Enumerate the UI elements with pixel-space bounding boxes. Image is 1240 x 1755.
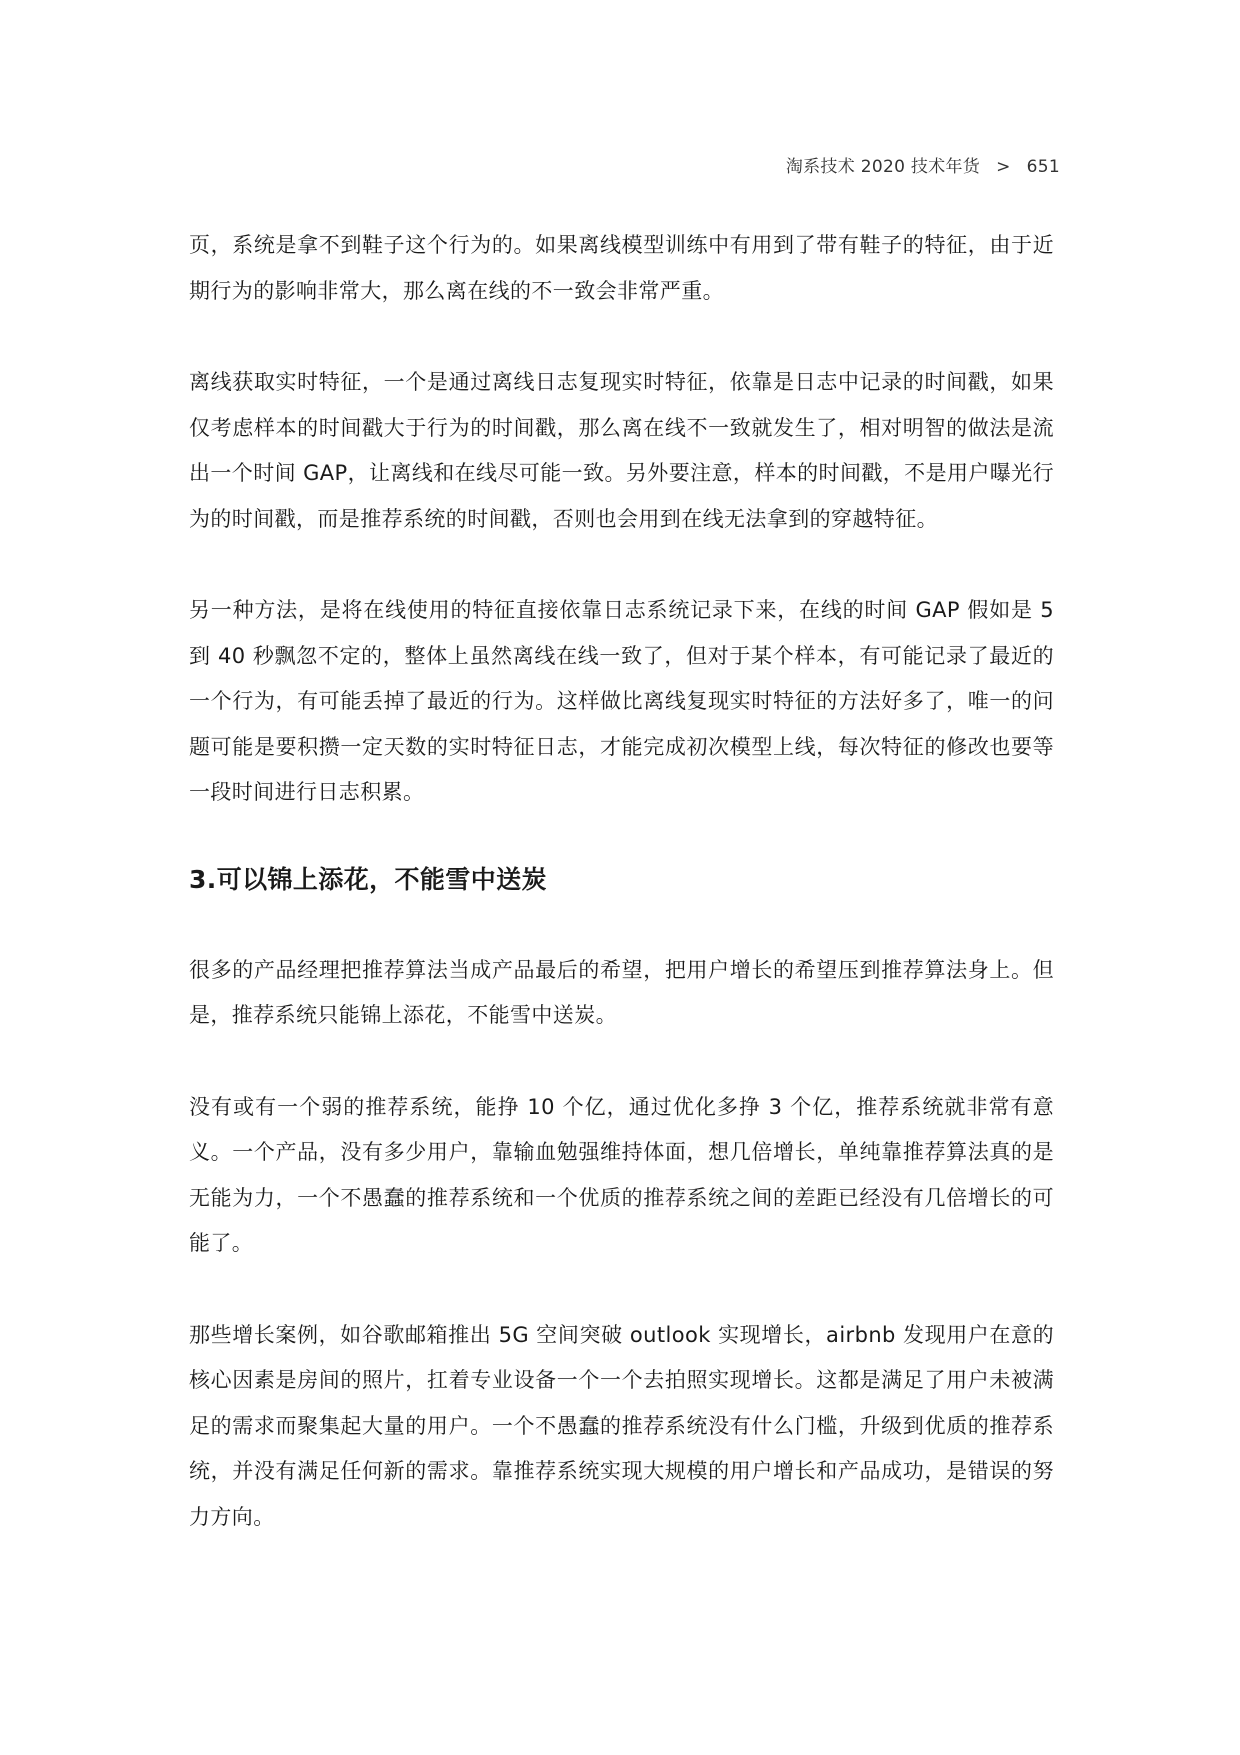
paragraph-3: 另一种方法，是将在线使用的特征直接依靠日志系统记录下来，在线的时间 GAP 假如是 5 到 40 秒飘忽不定的，整体上虽然离线在线一致了，但对于某个样本，有可能记录了最近的一个行为，有可能丢掉了最近的行为。这样做比离线复现实时特征的方法好多了，唯一的问题可能是要积攒一定天数的实时特征日志，才能完成初次模型上线，每次特征的修改也要等一段时间进行日志积累。 <box>189 598 1054 804</box>
paragraph-5: 没有或有一个弱的推荐系统，能挣 10 个亿，通过优化多挣 3 个亿，推荐系统就非常有意义。一个产品，没有多少用户，靠输血勉强维持体面，想几倍增长，单纯靠推荐算法真的是无能为力，一个不愚蠢的推荐系统和一个优质的推荐系统之间的差距已经没有几倍增长的可能了。 <box>189 1094 1054 1255</box>
page-number: 651 <box>1026 157 1060 177</box>
section-heading: 3.可以锦上添花，不能雪中送炭 <box>189 864 547 894</box>
header-title: 淘系技术 2020 技术年货 <box>785 157 981 177</box>
body-content <box>189 223 1054 1586</box>
paragraph-1: 页，系统是拿不到鞋子这个行为的。如果离线模型训练中有用到了带有鞋子的特征，由于近期行为的影响非常大，那么离在线的不一致会非常严重。 <box>189 233 1054 303</box>
paragraph-6: 那些增长案例，如谷歌邮箱推出 5G 空间突破 outlook 实现增长，airbnb 发现用户在意的核心因素是房间的照片，扛着专业设备一个一个去拍照实现增长。这都是满足了用户未被满足的需求而聚集起大量的用户。一个不愚蠢的推荐系统没有什么门槛，升级到优质的推荐系统，并没有满足任何新的需求。靠推荐系统实现大规模的用户增长和产品成功，是错误的努力方向。 <box>189 1322 1054 1529</box>
running-header <box>786 152 1060 177</box>
header-separator: > <box>996 157 1011 177</box>
paragraph-2: 离线获取实时特征，一个是通过离线日志复现实时特征，依靠是日志中记录的时间戳，如果仅考虑样本的时间戳大于行为的时间戳，那么离在线不一致就发生了，相对明智的做法是流出一个时间 GAP，让离线和在线尽可能一致。另外要注意，样本的时间戳，不是用户曝光行为的时间戳，而是推荐系统的时间戳，否则也会用到在线无法拿到的穿越特征。 <box>189 370 1054 531</box>
paragraph-4: 很多的产品经理把推荐算法当成产品最后的希望，把用户增长的希望压到推荐算法身上。但是，推荐系统只能锦上添花，不能雪中送炭。 <box>189 957 1054 1027</box>
